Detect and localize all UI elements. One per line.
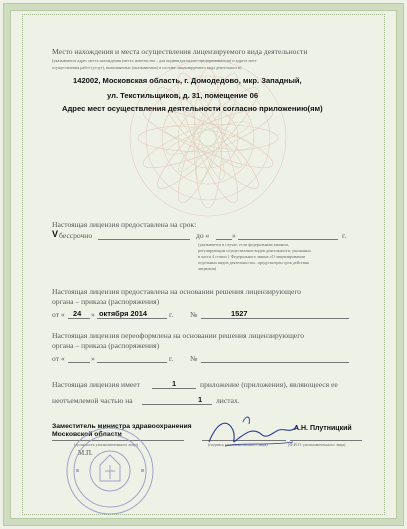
official-seal-icon	[64, 425, 156, 517]
address-line-3: Адрес мест осуществления деятельности согласно приложению(ям)	[62, 104, 323, 113]
location-hint-1: (указываются адрес места нахождения (места жительства – для индивидуального предпринимателя) и адреса мест	[52, 58, 257, 63]
term-day-line	[216, 239, 232, 240]
decision-month: октября 2014	[99, 309, 147, 318]
appendix-line-2-b: листах.	[216, 396, 240, 405]
address-line-2: ул. Текстильщиков, д. 31, помещение 06	[107, 91, 259, 100]
decision-year-suffix: г.	[169, 310, 174, 319]
term-until: до «	[196, 231, 210, 240]
reissue-day-line	[68, 362, 90, 363]
term-note-3: в части 4 статьи 1 Федерального закона «О лицензировании	[198, 254, 305, 259]
location-hint-2: осуществления работ (услуг), выполняемых (оказываемых) в составе лицензируемого вида деятельности)	[52, 65, 242, 70]
term-note-1: (указывается в случае, если федеральным законом,	[198, 242, 289, 247]
license-page: Место нахождения и места осуществления лицензируемого вида деятельности (указываются адрес места нахождения (места жительства – для индивидуального предпринимателя) и адреса мест осуществления работ (услуг), выполняемых (оказываемых) в составе лицензируемого вида деятельности) 142002, Московская область, г. Домодедово, мкр. Западный, ул. Текстильщиков, д. 31, помещение 06 Адрес мест осуществления деятельности согласно приложению(ям) Настоящая лицензия предоставлена на срок: V бессрочно до « » г. (указывается в случае, если федеральным законом, регулирующим осуществление видов деятельности, указанных в части 4 статьи 1 Федерального закона «О лицензировании отдельных видов деятельности», предусмотрен срок действия лицензии) Настоящая лицензия предоставлена на основании решения лицензирующего органа – приказа (распоряжения) от « 24 » октября 2014 г. № 1527 Настоящая лицензия переоформлена на основании решения лицензирующего органа – приказа (распоряжения) от « » г. № Настоящая лицензия имеет 1 приложение (приложения), являющееся ее неотъемлемой частью на 1 листах. Заместитель министра здравоохранения Московской области (должность уполномоченного лица) (подпись уполномоченного лица) А.Н. Плутницкий (Ф.И.О. уполномоченного лица) М.П.	[0, 0, 407, 529]
decision-number-line	[201, 318, 349, 319]
reissue-from: от «	[52, 354, 65, 363]
decision-day-line	[68, 318, 90, 319]
reissue-line-2: органа – приказа (распоряжения)	[52, 341, 160, 350]
appendix-line-2-a: неотъемлемой частью на	[52, 396, 133, 405]
term-label: Настоящая лицензия предоставлена на срок:	[52, 220, 197, 229]
decision-from: от «	[52, 310, 65, 319]
signatory-position-1: Заместитель министра здравоохранения	[52, 423, 192, 430]
term-note-5: лицензии)	[198, 266, 217, 271]
name-line	[290, 440, 362, 441]
reissue-month-line	[97, 362, 167, 363]
term-month-line	[238, 239, 338, 240]
term-note-4: отдельных видов деятельности», предусмотрен срок действия	[198, 260, 309, 265]
term-note-2: регулирующим осуществление видов деятельности, указанных	[198, 248, 311, 253]
signature-hint: (подпись уполномоченного лица)	[208, 442, 268, 447]
appendix-count-2-line	[142, 404, 212, 405]
name-hint: (Ф.И.О. уполномоченного лица)	[288, 442, 346, 447]
decision-line-2: органа – приказа (распоряжения)	[52, 297, 160, 306]
position-hint: (должность уполномоченного лица)	[74, 442, 139, 447]
term-close-quote: »	[232, 231, 236, 240]
guilloche-rosette-icon	[118, 48, 298, 228]
decision-month-line	[97, 318, 167, 319]
mp-label: М.П.	[78, 449, 93, 457]
decision-no: №	[190, 310, 198, 319]
decision-line-1: Настоящая лицензия предоставлена на основании решения лицензирующего	[52, 287, 302, 296]
handwritten-signature-icon	[205, 412, 300, 452]
location-title: Место нахождения и места осуществления лицензируемого вида деятельности	[52, 47, 308, 56]
signatory-position-2: Московской области	[52, 431, 122, 438]
appendix-line-1-a: Настоящая лицензия имеет	[52, 380, 140, 389]
reissue-year-suffix: г.	[169, 354, 174, 363]
appendix-count-1-line	[152, 388, 196, 389]
term-year-suffix: г.	[342, 231, 347, 240]
appendix-line-1-b: приложение (приложения), являющееся ее	[200, 380, 338, 389]
reissue-number-line	[201, 362, 349, 363]
signatory-name: А.Н. Плутницкий	[294, 425, 352, 432]
address-line-1: 142002, Московская область, г. Домодедово, мкр. Западный,	[73, 76, 302, 85]
decision-day: 24	[73, 309, 82, 318]
decision-number: 1527	[231, 309, 248, 318]
indefinite-label: бессрочно	[59, 231, 93, 240]
appendix-count-2: 1	[198, 395, 203, 404]
appendix-count-1: 1	[172, 379, 177, 388]
term-line	[98, 239, 190, 240]
reissue-no: №	[190, 354, 198, 363]
reissue-close-quote: »	[91, 354, 95, 363]
indefinite-checkmark: V	[52, 229, 59, 239]
reissue-line-1: Настоящая лицензия переоформлена на основании решения лицензирующего	[52, 331, 305, 340]
